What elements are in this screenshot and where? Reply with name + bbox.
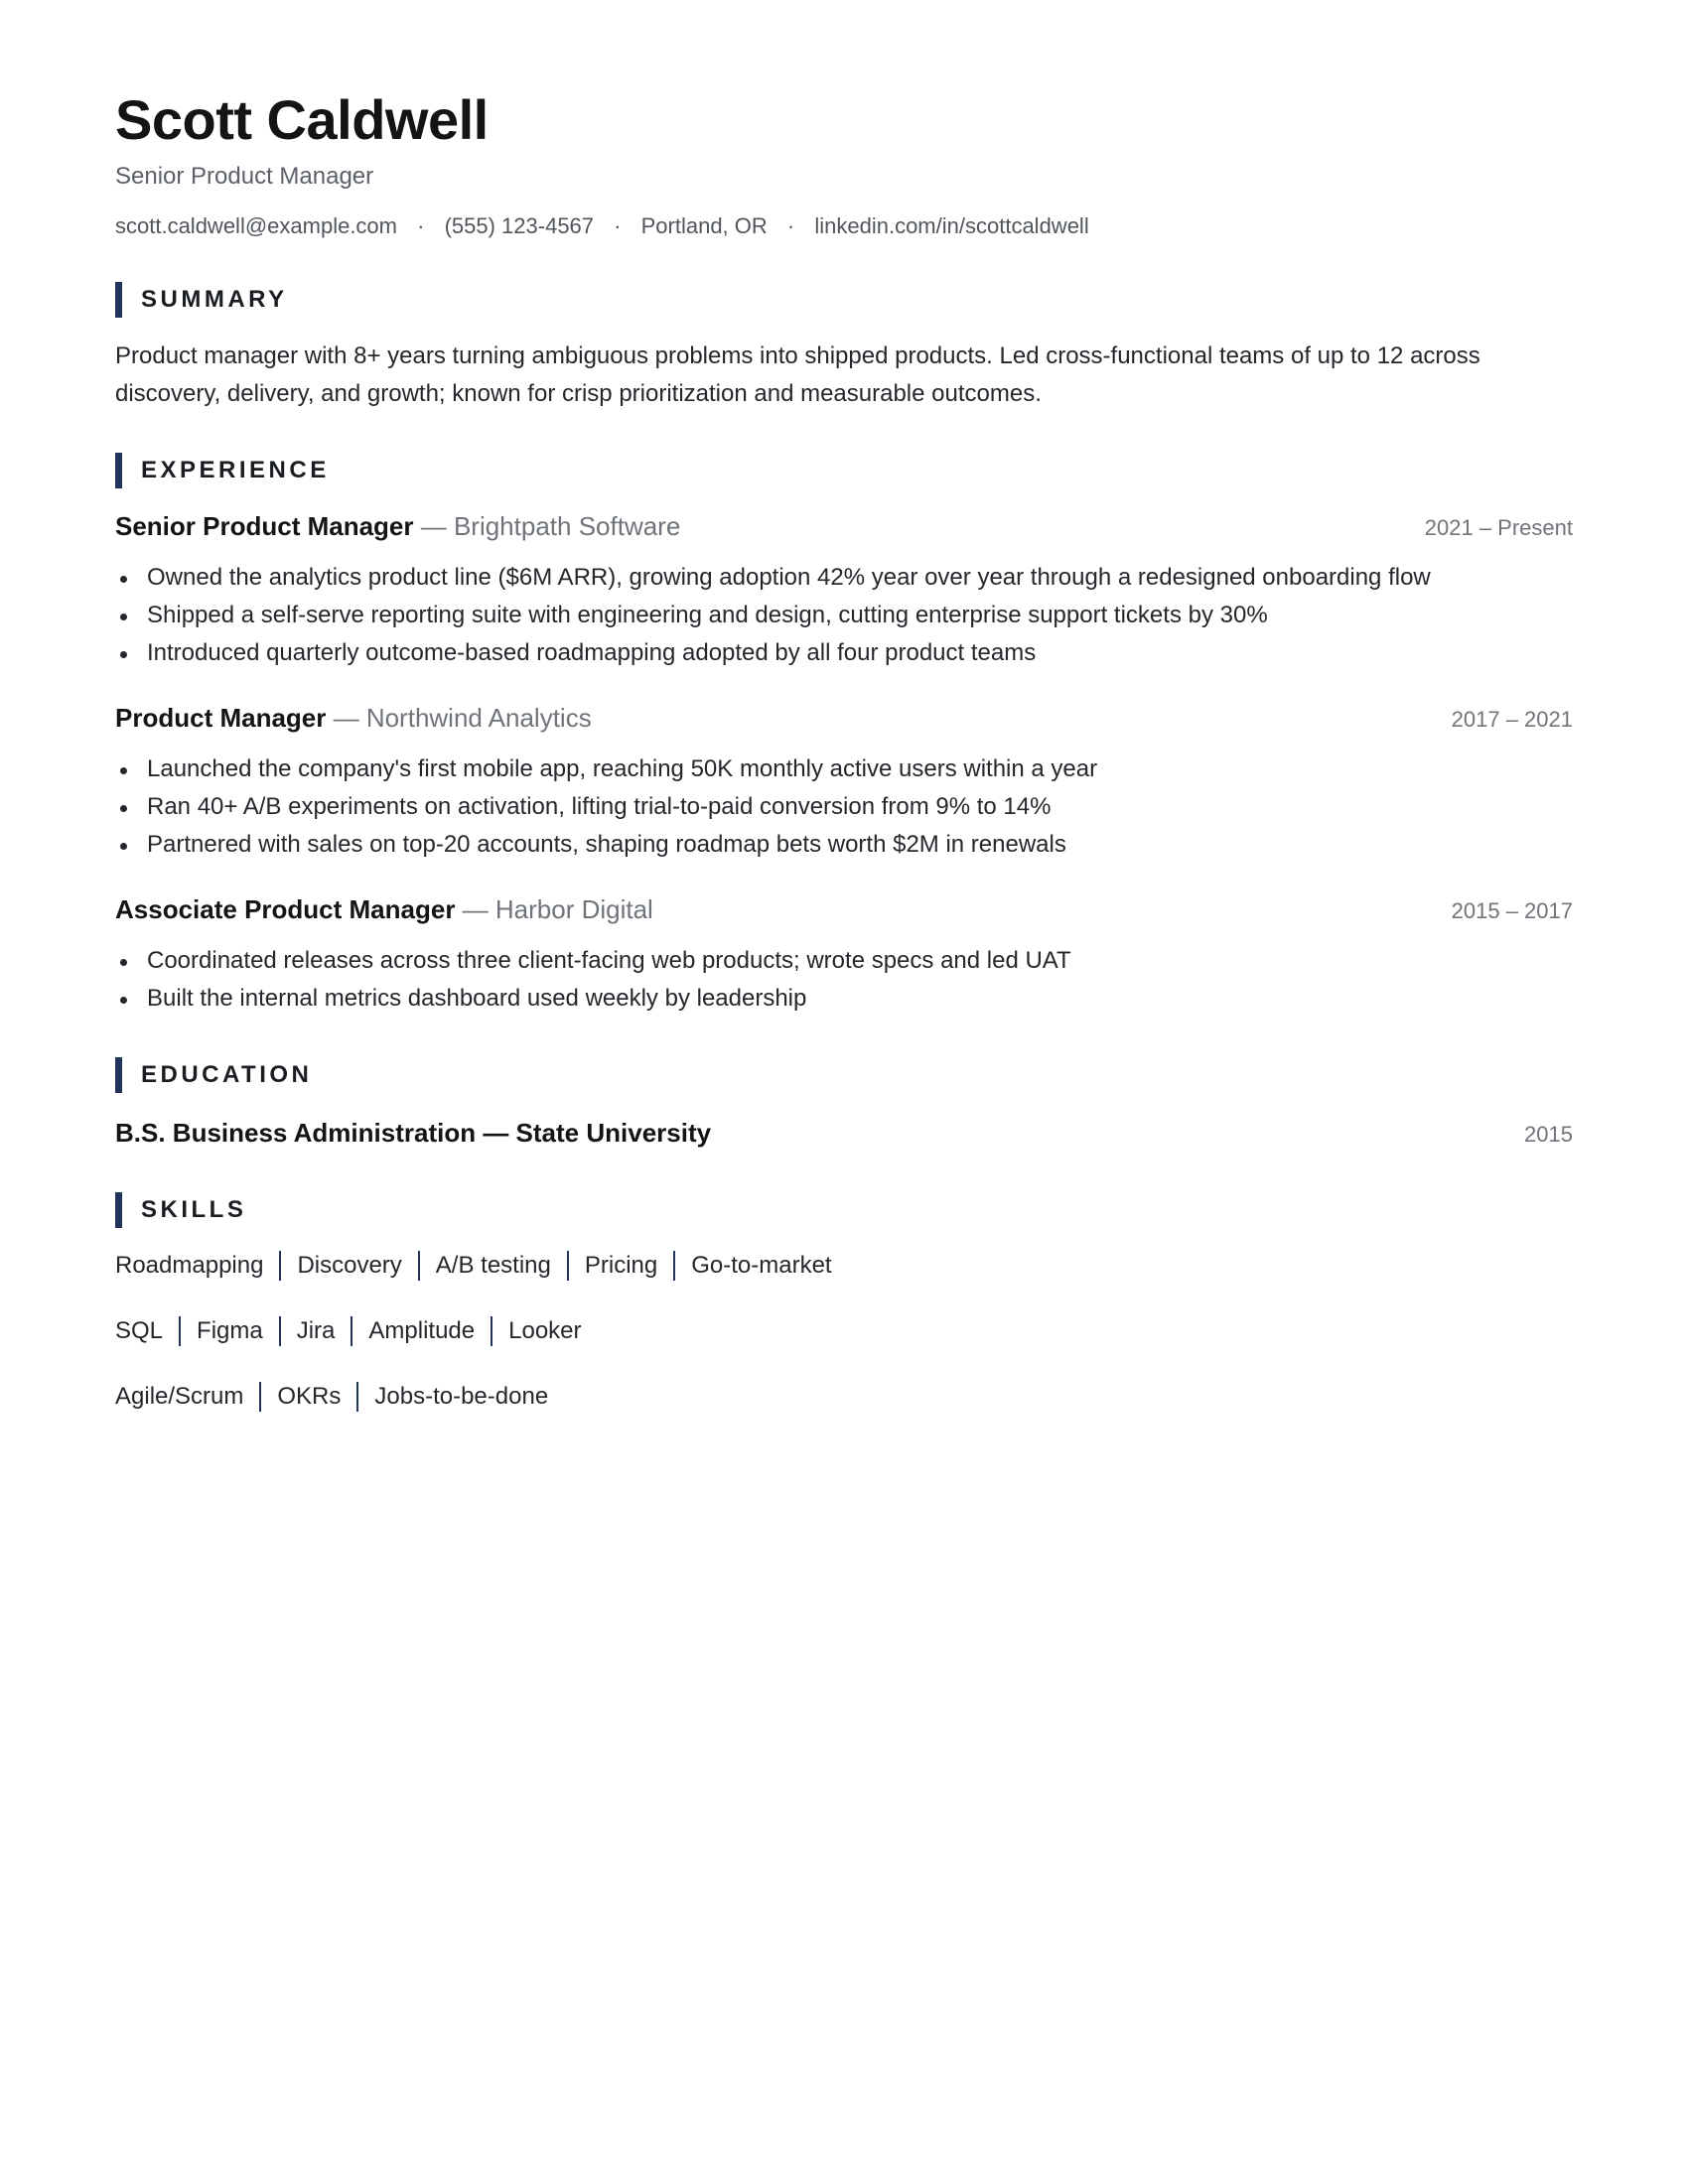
- skill-divider: [179, 1316, 181, 1346]
- job-header: [115, 508, 1573, 549]
- skill-divider: [279, 1316, 281, 1346]
- skill-tag: Looker: [508, 1317, 582, 1344]
- job-bullets: [115, 942, 1573, 1018]
- contact-email: scott.caldwell@example.com: [115, 213, 397, 238]
- skill-tag: Jira: [296, 1317, 336, 1344]
- education-year: 2015: [1524, 1122, 1573, 1147]
- candidate-headline: Senior Product Manager: [115, 163, 374, 190]
- job-bullet: Partnered with sales on top-20 accounts, shaping roadmap bets worth $2M in renewals: [115, 826, 1573, 864]
- job-entry: [115, 700, 1573, 864]
- skill-divider: [491, 1316, 492, 1346]
- skill-tag: Figma: [197, 1317, 263, 1344]
- job-title: Product Manager: [115, 703, 327, 733]
- job-bullets: [115, 751, 1573, 864]
- job-dates: 2021 – Present: [1424, 515, 1573, 540]
- job-dates: 2017 – 2021: [1451, 707, 1573, 732]
- job-bullet: Shipped a self-serve reporting suite with engineering and design, cutting enterprise support tickets by 30%: [115, 597, 1573, 634]
- section-accent-bar: [115, 1192, 122, 1228]
- section-heading: [115, 1192, 1573, 1228]
- contact-separator: ·: [417, 213, 425, 238]
- contact-separator: ·: [786, 213, 795, 238]
- job-title: Senior Product Manager: [115, 511, 414, 541]
- job-dates: 2015 – 2017: [1451, 898, 1573, 923]
- skill-divider: [259, 1382, 261, 1412]
- job-company: — Brightpath Software: [413, 511, 681, 541]
- job-role: [115, 891, 653, 932]
- contact-location: Portland, OR: [640, 213, 768, 238]
- summary-text: Product manager with 8+ years turning ambiguous problems into shipped products. Led cross-functional teams of up to 12 across discovery, delivery, and growth; known for crisp prioritization and measurable outcomes.: [115, 342, 1480, 407]
- job-bullet: Owned the analytics product line ($6M ARR), growing adoption 42% year over year through a redesigned onboarding flow: [115, 559, 1573, 597]
- job-bullet: Introduced quarterly outcome-based roadmapping adopted by all four product teams: [115, 634, 1573, 672]
- skill-row: [115, 1377, 1573, 1417]
- job-header: [115, 891, 1573, 932]
- skill-tag: Jobs-to-be-done: [374, 1383, 549, 1410]
- skill-tag: Agile/Scrum: [115, 1383, 244, 1410]
- experience-section: [115, 453, 1573, 1018]
- skill-tag: Discovery: [297, 1252, 402, 1279]
- contact-phone: (555) 123-4567: [444, 213, 595, 238]
- section-accent-bar: [115, 282, 122, 318]
- section-heading-label: SKILLS: [141, 1196, 247, 1223]
- job-company: — Harbor Digital: [455, 894, 653, 924]
- education-section: [115, 1057, 1573, 1153]
- job-role: [115, 508, 680, 549]
- skill-tag: Amplitude: [368, 1317, 476, 1344]
- skill-tag: Pricing: [584, 1252, 658, 1279]
- education-entry: [115, 1115, 1573, 1153]
- job-role: [115, 700, 592, 741]
- job-bullet: Ran 40+ A/B experiments on activation, lifting trial-to-paid conversion from 9% to 14%: [115, 788, 1573, 826]
- job-entry: [115, 891, 1573, 1018]
- job-entry: [115, 508, 1573, 672]
- contact-linkedin: linkedin.com/in/scottcaldwell: [814, 213, 1089, 238]
- job-header: [115, 700, 1573, 741]
- skill-divider: [279, 1251, 281, 1281]
- section-heading: [115, 453, 1573, 488]
- skill-divider: [567, 1251, 569, 1281]
- skill-tag: A/B testing: [435, 1252, 551, 1279]
- job-bullet: Launched the company's first mobile app, reaching 50K monthly active users within a year: [115, 751, 1573, 788]
- skill-divider: [673, 1251, 675, 1281]
- job-bullet: Coordinated releases across three client-facing web products; wrote specs and led UAT: [115, 942, 1573, 980]
- section-heading-label: EXPERIENCE: [141, 457, 330, 483]
- skills-section: [115, 1192, 1573, 1417]
- job-title: Associate Product Manager: [115, 894, 456, 924]
- skill-divider: [356, 1382, 358, 1412]
- skills-list: [115, 1246, 1573, 1417]
- resume-header: [115, 87, 1573, 242]
- section-heading-label: EDUCATION: [141, 1061, 313, 1088]
- job-company: — Northwind Analytics: [326, 703, 592, 733]
- section-accent-bar: [115, 1057, 122, 1093]
- skill-tag: Go-to-market: [691, 1252, 832, 1279]
- section-heading: [115, 282, 1573, 318]
- education-degree: B.S. Business Administration — State University: [115, 1118, 712, 1148]
- summary-section: [115, 282, 1573, 413]
- skill-tag: Roadmapping: [115, 1252, 264, 1279]
- skill-divider: [418, 1251, 420, 1281]
- section-heading-label: SUMMARY: [141, 286, 288, 313]
- job-bullets: [115, 559, 1573, 672]
- skill-tag: SQL: [115, 1317, 164, 1344]
- contact-separator: ·: [614, 213, 622, 238]
- skill-tag: OKRs: [277, 1383, 342, 1410]
- skill-divider: [351, 1316, 352, 1346]
- candidate-name: Scott Caldwell: [115, 88, 489, 151]
- contact-line: [115, 210, 1573, 242]
- section-heading: [115, 1057, 1573, 1093]
- section-accent-bar: [115, 453, 122, 488]
- skill-row: [115, 1246, 1573, 1286]
- job-bullet: Built the internal metrics dashboard used weekly by leadership: [115, 980, 1573, 1018]
- skill-row: [115, 1311, 1573, 1351]
